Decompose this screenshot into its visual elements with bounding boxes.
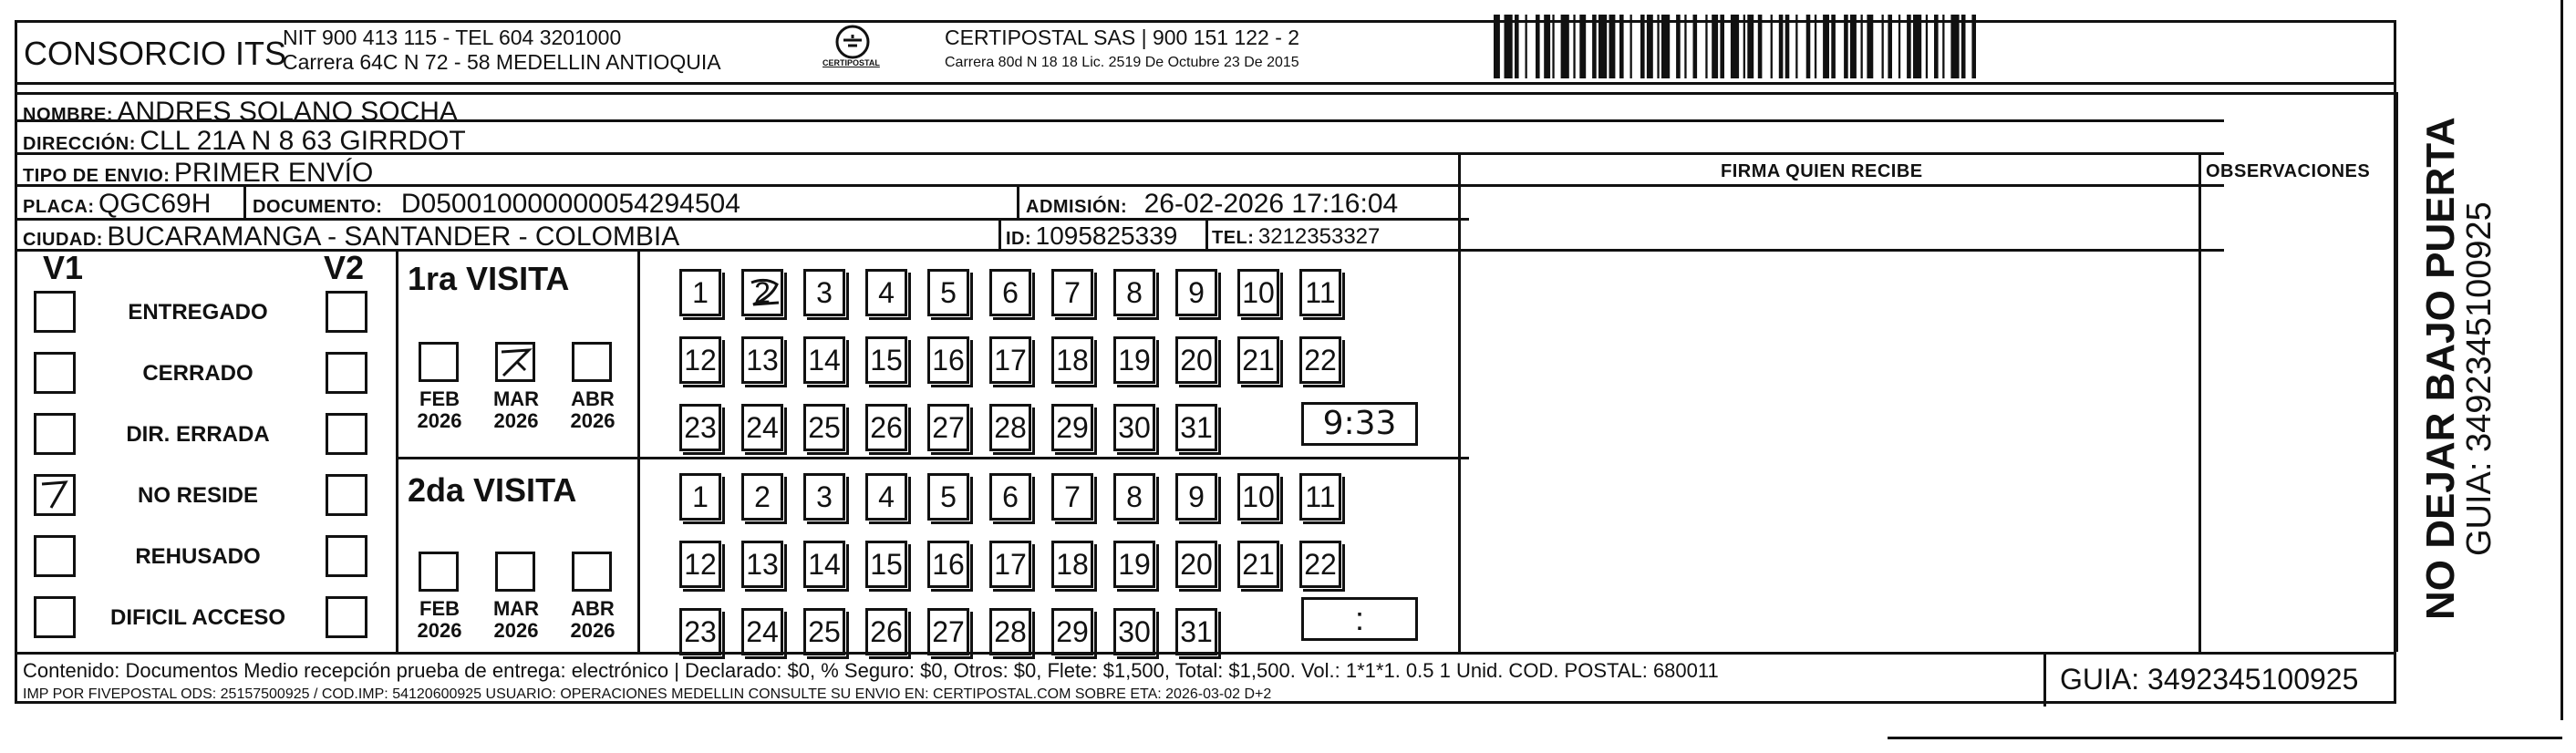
- barcode-bar: [1640, 15, 1645, 78]
- placa-cell: [23, 189, 211, 220]
- day-box[interactable]: [989, 404, 1031, 451]
- barcode-bar: [1888, 15, 1892, 78]
- visit2-title: 2da VISITA: [408, 471, 577, 509]
- barcode-bar: [1831, 15, 1836, 78]
- day-box[interactable]: [1237, 541, 1279, 588]
- day-box[interactable]: [1113, 404, 1155, 451]
- day-box[interactable]: [1113, 473, 1155, 521]
- tel-label: TEL:: [1212, 228, 1255, 248]
- rule: [2395, 92, 2398, 652]
- day-number: 7: [1064, 480, 1081, 513]
- admision-label: ADMISIÓN:: [1026, 197, 1128, 217]
- v2-checkbox[interactable]: [326, 535, 367, 577]
- rule: [637, 249, 640, 652]
- rule: [396, 457, 1469, 459]
- v1-checkbox[interactable]: [34, 291, 76, 333]
- bottom-edge-line: [1888, 737, 2562, 739]
- barcode-bar: [1795, 15, 1797, 78]
- rule: [998, 218, 1001, 249]
- barcode-bar: [1515, 15, 1519, 78]
- barcode-bar: [1942, 15, 1944, 78]
- day-box[interactable]: [679, 608, 721, 655]
- id-value: 1095825339: [1035, 222, 1178, 250]
- rule: [2198, 152, 2201, 652]
- barcode-bar: [1731, 15, 1739, 78]
- documento-value: D050010000000054294504: [400, 189, 740, 219]
- v1-checkbox[interactable]: [34, 413, 76, 455]
- day-box[interactable]: [989, 608, 1031, 655]
- day-number: 27: [932, 615, 965, 648]
- barcode-bar: [1779, 15, 1784, 78]
- day-number: 9: [1188, 276, 1205, 309]
- visit1-title: 1ra VISITA: [408, 260, 570, 297]
- day-box[interactable]: [803, 541, 845, 588]
- v2-checkbox[interactable]: [326, 291, 367, 333]
- month-year: 2026: [417, 619, 462, 642]
- day-box[interactable]: [1051, 336, 1093, 384]
- barcode-bar: [1579, 15, 1586, 78]
- barcode-bar: [1552, 15, 1554, 78]
- month-name: MAR: [492, 597, 540, 620]
- day-box[interactable]: [927, 473, 969, 521]
- day-box[interactable]: [1113, 608, 1155, 655]
- day-box[interactable]: [865, 608, 907, 655]
- day-number: 11: [1305, 276, 1336, 309]
- barcode-bar: [1961, 15, 1966, 78]
- day-box[interactable]: [927, 541, 969, 588]
- barcode-bar: [1684, 15, 1686, 78]
- tipo-row: [23, 158, 373, 189]
- nombre-row: [23, 97, 458, 128]
- month-checkbox[interactable]: [419, 552, 459, 592]
- v2-checkbox[interactable]: [326, 596, 367, 638]
- rule: [2043, 652, 2046, 707]
- id-cell: [1006, 222, 1177, 251]
- day-number: 18: [1056, 548, 1089, 581]
- company-name: CONSORCIO ITS: [24, 35, 287, 72]
- tel-value: 3212353327: [1257, 224, 1381, 249]
- day-number: 2: [754, 480, 771, 513]
- day-box[interactable]: [989, 336, 1031, 384]
- barcode-bar: [1882, 15, 1884, 78]
- barcode-bar: [1647, 15, 1653, 78]
- day-box[interactable]: [741, 336, 783, 384]
- direccion-row: [23, 126, 466, 157]
- month-checkbox[interactable]: [419, 342, 459, 382]
- day-box[interactable]: [989, 473, 1031, 521]
- footer-imp: IMP POR FIVEPOSTAL ODS: 25157500925 / COD.IMP: 54120600925 USUARIO: OPERACIONES MEDELLIN CONSULTE SU ENVIO EN: CERTIPOSTAL.COM SOBRE ETA: 2026-03-02 D+2: [23, 686, 1272, 702]
- day-number: 31: [1180, 615, 1213, 648]
- day-number: 1: [692, 276, 709, 309]
- barcode-bar: [1526, 15, 1527, 78]
- footer-guia: GUIA: 3492345100925: [2060, 663, 2359, 696]
- rule: [243, 184, 246, 218]
- barcode-bar: [1705, 15, 1707, 78]
- day-number: 5: [940, 480, 957, 513]
- day-number: 23: [684, 615, 717, 648]
- day-number: 16: [932, 548, 965, 581]
- barcode-bar: [1494, 15, 1500, 78]
- v2-checkbox[interactable]: [326, 413, 367, 455]
- barcode-bar: [1720, 15, 1724, 78]
- day-number: 23: [684, 411, 717, 444]
- day-number: 21: [1242, 548, 1275, 581]
- day-box[interactable]: [1299, 541, 1341, 588]
- barcode-bar: [1630, 15, 1632, 78]
- day-box[interactable]: [1051, 608, 1093, 655]
- barcode-bar: [1844, 15, 1848, 78]
- barcode-bar: [1934, 15, 1939, 78]
- company-line-2: Carrera 64C N 72 - 58 MEDELLIN ANTIOQUIA: [283, 50, 721, 74]
- barcode-bar: [1815, 15, 1816, 78]
- ciudad-value: BUCARAMANGA - SANTANDER - COLOMBIA: [107, 222, 680, 252]
- day-number: 13: [746, 548, 779, 581]
- day-number: 17: [994, 548, 1027, 581]
- barcode-bar: [1598, 15, 1607, 78]
- v2-checkbox[interactable]: [326, 352, 367, 394]
- day-number: 12: [684, 548, 717, 581]
- barcode: [1494, 15, 2223, 78]
- day-box[interactable]: [803, 269, 845, 316]
- day-number: 16: [932, 344, 965, 376]
- day-number: 14: [808, 548, 841, 581]
- check-mark-icon: [498, 345, 534, 381]
- status-label: NO RESIDE: [137, 483, 259, 508]
- month-year: 2026: [417, 409, 462, 432]
- day-box[interactable]: [865, 269, 907, 316]
- day-number: 8: [1126, 276, 1143, 309]
- barcode-bar: [1950, 15, 1959, 78]
- day-box[interactable]: [989, 541, 1031, 588]
- day-number: 3: [816, 276, 833, 309]
- day-number: 28: [994, 615, 1027, 648]
- day-box[interactable]: [1175, 404, 1217, 451]
- barcode-bar: [1758, 15, 1763, 78]
- month-year: 2026: [570, 409, 616, 432]
- barcode-bar: [1657, 15, 1659, 78]
- rule: [17, 92, 2394, 95]
- status-label: DIFICIL ACCESO: [109, 605, 285, 630]
- day-number: 30: [1118, 411, 1151, 444]
- barcode-bar: [1536, 15, 1540, 78]
- barcode-bar: [1926, 15, 1928, 78]
- day-number: 20: [1180, 344, 1213, 376]
- day-box[interactable]: [679, 404, 721, 451]
- barcode-bar: [1676, 15, 1681, 78]
- v1-checkbox[interactable]: [34, 474, 76, 516]
- day-number: 22: [1304, 344, 1337, 376]
- day-box[interactable]: [803, 608, 845, 655]
- barcode-bar: [1693, 15, 1698, 78]
- v1-checkbox[interactable]: [34, 352, 76, 394]
- day-number: 26: [870, 615, 903, 648]
- day-box[interactable]: [927, 269, 969, 316]
- day-number: 9: [1188, 480, 1205, 513]
- id-label: ID:: [1006, 229, 1032, 249]
- day-box[interactable]: [1237, 269, 1279, 316]
- month-year: 2026: [493, 409, 539, 432]
- day-number: 13: [746, 344, 779, 376]
- side-guia: GUIA: 3492345100925: [2460, 201, 2498, 556]
- day-box[interactable]: [1175, 336, 1217, 384]
- month-checkbox[interactable]: [495, 552, 535, 592]
- day-box[interactable]: [927, 404, 969, 451]
- placa-label: PLACA:: [23, 197, 95, 217]
- day-box[interactable]: [1113, 336, 1155, 384]
- rule: [396, 249, 398, 652]
- day-number: 25: [808, 411, 841, 444]
- day-mark-icon: [748, 277, 782, 319]
- day-number: 27: [932, 411, 965, 444]
- tipo-label: TIPO DE ENVIO:: [23, 166, 171, 186]
- v2-checkbox[interactable]: [326, 474, 367, 516]
- rule: [1458, 152, 1461, 652]
- day-number: 6: [1002, 480, 1019, 513]
- barcode-bar: [1861, 15, 1863, 78]
- barcode-bar: [1661, 15, 1670, 78]
- day-number: 24: [746, 411, 779, 444]
- status-label: REHUSADO: [135, 544, 261, 569]
- barcode-bar: [1505, 15, 1513, 78]
- day-number: 17: [994, 344, 1027, 376]
- day-box[interactable]: [865, 473, 907, 521]
- check-mark-icon: [36, 477, 73, 513]
- day-box[interactable]: [1113, 541, 1155, 588]
- day-number: 1: [692, 480, 709, 513]
- direccion-label: DIRECCIÓN:: [23, 134, 136, 154]
- month-checkbox[interactable]: [572, 552, 612, 592]
- day-number: 5: [940, 276, 957, 309]
- barcode-bar: [1609, 15, 1616, 78]
- day-box[interactable]: [803, 473, 845, 521]
- month-name: MAR: [492, 387, 540, 410]
- barcode-bar: [1806, 15, 1811, 78]
- day-box[interactable]: [1113, 269, 1155, 316]
- day-box[interactable]: [1051, 473, 1093, 521]
- day-number: 6: [1002, 276, 1019, 309]
- logo-caption: CERTIPOSTAL: [822, 58, 880, 67]
- day-number: 11: [1305, 480, 1336, 513]
- day-box[interactable]: [741, 473, 783, 521]
- visit2-time: :: [1354, 600, 1364, 637]
- day-box[interactable]: [679, 473, 721, 521]
- day-number: 24: [746, 615, 779, 648]
- day-box[interactable]: [1237, 336, 1279, 384]
- barcode-bar: [1743, 15, 1745, 78]
- day-number: 25: [808, 615, 841, 648]
- day-box[interactable]: [803, 404, 845, 451]
- day-number: 2: [754, 276, 771, 309]
- tel-cell: [1212, 224, 1380, 250]
- barcode-bar: [1913, 15, 1921, 78]
- day-number: 4: [878, 276, 895, 309]
- day-box[interactable]: [1175, 473, 1217, 521]
- status-label: CERRADO: [142, 361, 253, 386]
- day-number: 28: [994, 411, 1027, 444]
- day-box[interactable]: [741, 541, 783, 588]
- rule: [1017, 184, 1019, 218]
- day-number: 29: [1056, 615, 1089, 648]
- day-box[interactable]: [679, 269, 721, 316]
- company-line-1: NIT 900 413 115 - TEL 604 3201000: [283, 26, 622, 49]
- visit1-time-box[interactable]: [1301, 402, 1418, 446]
- barcode-bar: [1850, 15, 1857, 78]
- carrier-line-1: CERTIPOSTAL SAS | 900 151 122 - 2: [945, 26, 1300, 49]
- month-checkbox[interactable]: [572, 342, 612, 382]
- day-number: 12: [684, 344, 717, 376]
- visit1-time: 9:33: [1322, 405, 1397, 442]
- month-name: ABR: [571, 597, 615, 620]
- visit2-time-box[interactable]: [1301, 597, 1418, 641]
- day-box[interactable]: [865, 404, 907, 451]
- day-number: 19: [1118, 344, 1151, 376]
- day-number: 31: [1180, 411, 1213, 444]
- month-year: 2026: [493, 619, 539, 642]
- day-number: 3: [816, 480, 833, 513]
- v1-header: V1: [43, 249, 84, 286]
- day-number: 30: [1118, 615, 1151, 648]
- day-box[interactable]: [1299, 473, 1341, 521]
- day-number: 10: [1242, 480, 1275, 513]
- direccion-value: CLL 21A N 8 63 GIRRDOT: [140, 126, 466, 156]
- day-number: 8: [1126, 480, 1143, 513]
- month-name: FEB: [419, 387, 460, 410]
- barcode-bar: [1712, 15, 1718, 78]
- day-box[interactable]: [1051, 269, 1093, 316]
- barcode-bar: [1561, 15, 1569, 78]
- day-box[interactable]: [1299, 336, 1341, 384]
- day-box[interactable]: [679, 541, 721, 588]
- day-box[interactable]: [1299, 269, 1341, 316]
- day-box[interactable]: [865, 541, 907, 588]
- documento-cell: [253, 189, 740, 220]
- day-number: 15: [870, 548, 903, 581]
- month-name: FEB: [419, 597, 460, 620]
- barcode-bar: [1747, 15, 1754, 78]
- day-box[interactable]: [1051, 541, 1093, 588]
- barcode-bar: [1573, 15, 1575, 78]
- day-box[interactable]: [927, 608, 969, 655]
- day-number: 4: [878, 480, 895, 513]
- day-box[interactable]: [741, 608, 783, 655]
- carrier-line-2: Carrera 80d N 18 18 Lic. 2519 De Octubre 23 De 2015: [945, 55, 1299, 70]
- day-box[interactable]: [1175, 608, 1217, 655]
- v1-checkbox[interactable]: [34, 596, 76, 638]
- barcode-bar: [1898, 15, 1900, 78]
- barcode-bar: [1592, 15, 1597, 78]
- right-edge-line: [2560, 0, 2563, 720]
- day-number: 20: [1180, 548, 1213, 581]
- delivery-form: [15, 82, 2396, 704]
- day-box[interactable]: [989, 269, 1031, 316]
- nombre-label: NOMBRE:: [23, 105, 114, 125]
- day-box[interactable]: [741, 404, 783, 451]
- day-number: 21: [1242, 344, 1275, 376]
- barcode-bar: [1619, 15, 1624, 78]
- status-label: DIR. ERRADA: [126, 422, 270, 447]
- barcode-bar: [1544, 15, 1550, 78]
- certipostal-logo-icon: [821, 22, 885, 77]
- day-box[interactable]: [1051, 404, 1093, 451]
- v2-header: V2: [324, 249, 365, 286]
- placa-value: QGC69H: [98, 189, 212, 219]
- month-name: ABR: [571, 387, 615, 410]
- day-box[interactable]: [1237, 473, 1279, 521]
- day-number: 19: [1118, 548, 1151, 581]
- day-number: 14: [808, 344, 841, 376]
- ciudad-cell: [23, 222, 679, 253]
- day-box[interactable]: [927, 336, 969, 384]
- day-number: 29: [1056, 411, 1089, 444]
- documento-label: DOCUMENTO:: [253, 197, 383, 217]
- v1-checkbox[interactable]: [34, 535, 76, 577]
- day-number: 22: [1304, 548, 1337, 581]
- day-box[interactable]: [741, 269, 783, 316]
- day-number: 10: [1242, 276, 1275, 309]
- day-box[interactable]: [865, 336, 907, 384]
- barcode-bar: [1785, 15, 1790, 78]
- status-label: ENTREGADO: [128, 300, 268, 325]
- day-box[interactable]: [679, 336, 721, 384]
- day-box[interactable]: [803, 336, 845, 384]
- barcode-bar: [1907, 15, 1911, 78]
- month-checkbox[interactable]: [495, 342, 535, 382]
- barcode-bar: [1867, 15, 1873, 78]
- barcode-bar: [1771, 15, 1773, 78]
- barcode-bar: [1823, 15, 1829, 78]
- rule: [1205, 218, 1208, 249]
- firma-header: FIRMA QUIEN RECIBE: [1721, 161, 1923, 181]
- side-instruction: NO DEJAR BAJO PUERTA: [2418, 117, 2463, 620]
- day-box[interactable]: [1175, 541, 1217, 588]
- day-box[interactable]: [1175, 269, 1217, 316]
- admision-cell: [1026, 189, 1398, 220]
- barcode-bar: [1971, 15, 1976, 78]
- tipo-value: PRIMER ENVÍO: [173, 158, 374, 188]
- day-number: 26: [870, 411, 903, 444]
- footer-contenido: Contenido: Documentos Medio recepción prueba de entrega: electrónico | Declarado: $0, % Seguro: $0, Otros: $0, Flete: $1,500, Total: $1,500. Vol.: 1*1*1. 0.5 1 Unid. COD. POSTAL: 680011: [23, 659, 1719, 682]
- day-number: 18: [1056, 344, 1089, 376]
- admision-value: 26-02-2026 17:16:04: [1143, 189, 1399, 219]
- day-number: 7: [1064, 276, 1081, 309]
- observaciones-header: OBSERVACIONES: [2206, 161, 2371, 181]
- day-number: 15: [870, 344, 903, 376]
- month-year: 2026: [570, 619, 616, 642]
- ciudad-label: CIUDAD:: [23, 230, 103, 250]
- nombre-value: ANDRES SOLANO SOCHA: [117, 97, 458, 127]
